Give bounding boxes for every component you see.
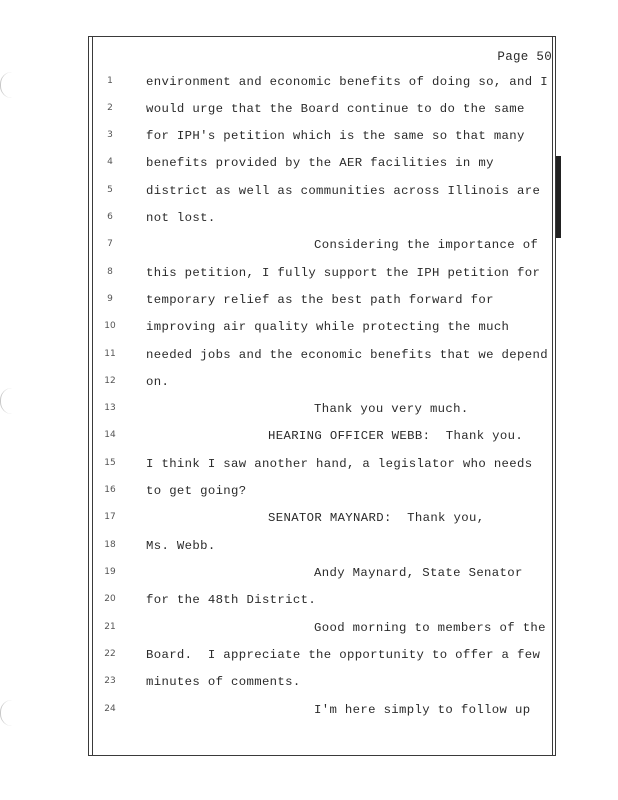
margin-rule-left [92,36,93,756]
transcript-line: would urge that the Board continue to do the same [146,102,525,116]
transcript-line: I think I saw another hand, a legislator who needs [146,457,533,471]
transcript-line: HEARING OFFICER WEBB: Thank you. [268,429,524,443]
transcript-line: environment and economic benefits of doing so, and I [146,75,548,89]
line-number: 22 [104,649,116,659]
line-number: 10 [104,321,116,331]
binder-hole-mark [0,388,15,414]
line-number: 16 [104,485,116,495]
margin-rule-right [552,36,553,756]
line-number: 6 [107,212,113,222]
transcript-line: minutes of comments. [146,675,301,689]
transcript-line: improving air quality while protecting the much [146,320,510,334]
line-number: 7 [107,239,113,249]
binder-hole-mark [0,700,15,726]
transcript-line: this petition, I fully support the IPH petition for [146,266,541,280]
transcript-line: needed jobs and the economic benefits that we depend [146,348,548,362]
transcript-line: for the 48th District. [146,593,317,607]
transcript-line: to get going? [146,484,247,498]
line-number: 23 [104,676,116,686]
edge-mark [556,156,561,238]
line-number: 19 [104,567,116,577]
line-number: 24 [104,704,116,714]
line-number: 8 [107,267,113,277]
line-number: 9 [107,294,113,304]
transcript-line: Andy Maynard, State Senator [314,566,523,580]
line-number: 3 [107,130,113,140]
line-number: 18 [104,540,116,550]
line-number: 12 [104,376,116,386]
transcript-line: I'm here simply to follow up [314,703,531,717]
line-number: 1 [107,76,113,86]
transcript-line: Ms. Webb. [146,539,216,553]
binder-hole-mark [0,72,15,98]
transcript-line: on. [146,375,170,389]
line-number: 21 [104,622,116,632]
line-number: 15 [104,458,116,468]
transcript-line: temporary relief as the best path forward for [146,293,494,307]
transcript-line: SENATOR MAYNARD: Thank you, [268,511,485,525]
line-number: 11 [104,349,116,359]
transcript-line: Thank you very much. [314,402,469,416]
transcript-line: not lost. [146,211,216,225]
transcript-line: Considering the importance of [314,238,539,252]
line-number: 4 [107,157,113,167]
transcript-line: Good morning to members of the [314,621,546,635]
line-number: 17 [104,512,116,522]
transcript-line: for IPH's petition which is the same so that many [146,129,525,143]
line-number: 13 [104,403,116,413]
transcript-line: district as well as communities across Illinois are [146,184,541,198]
line-number: 2 [107,103,113,113]
page-number: Page 50 [497,50,552,64]
transcript-line: benefits provided by the AER facilities in my [146,156,494,170]
line-number: 5 [107,185,113,195]
transcript-line: Board. I appreciate the opportunity to offer a few [146,648,541,662]
line-number: 14 [104,430,116,440]
line-number: 20 [104,594,116,604]
